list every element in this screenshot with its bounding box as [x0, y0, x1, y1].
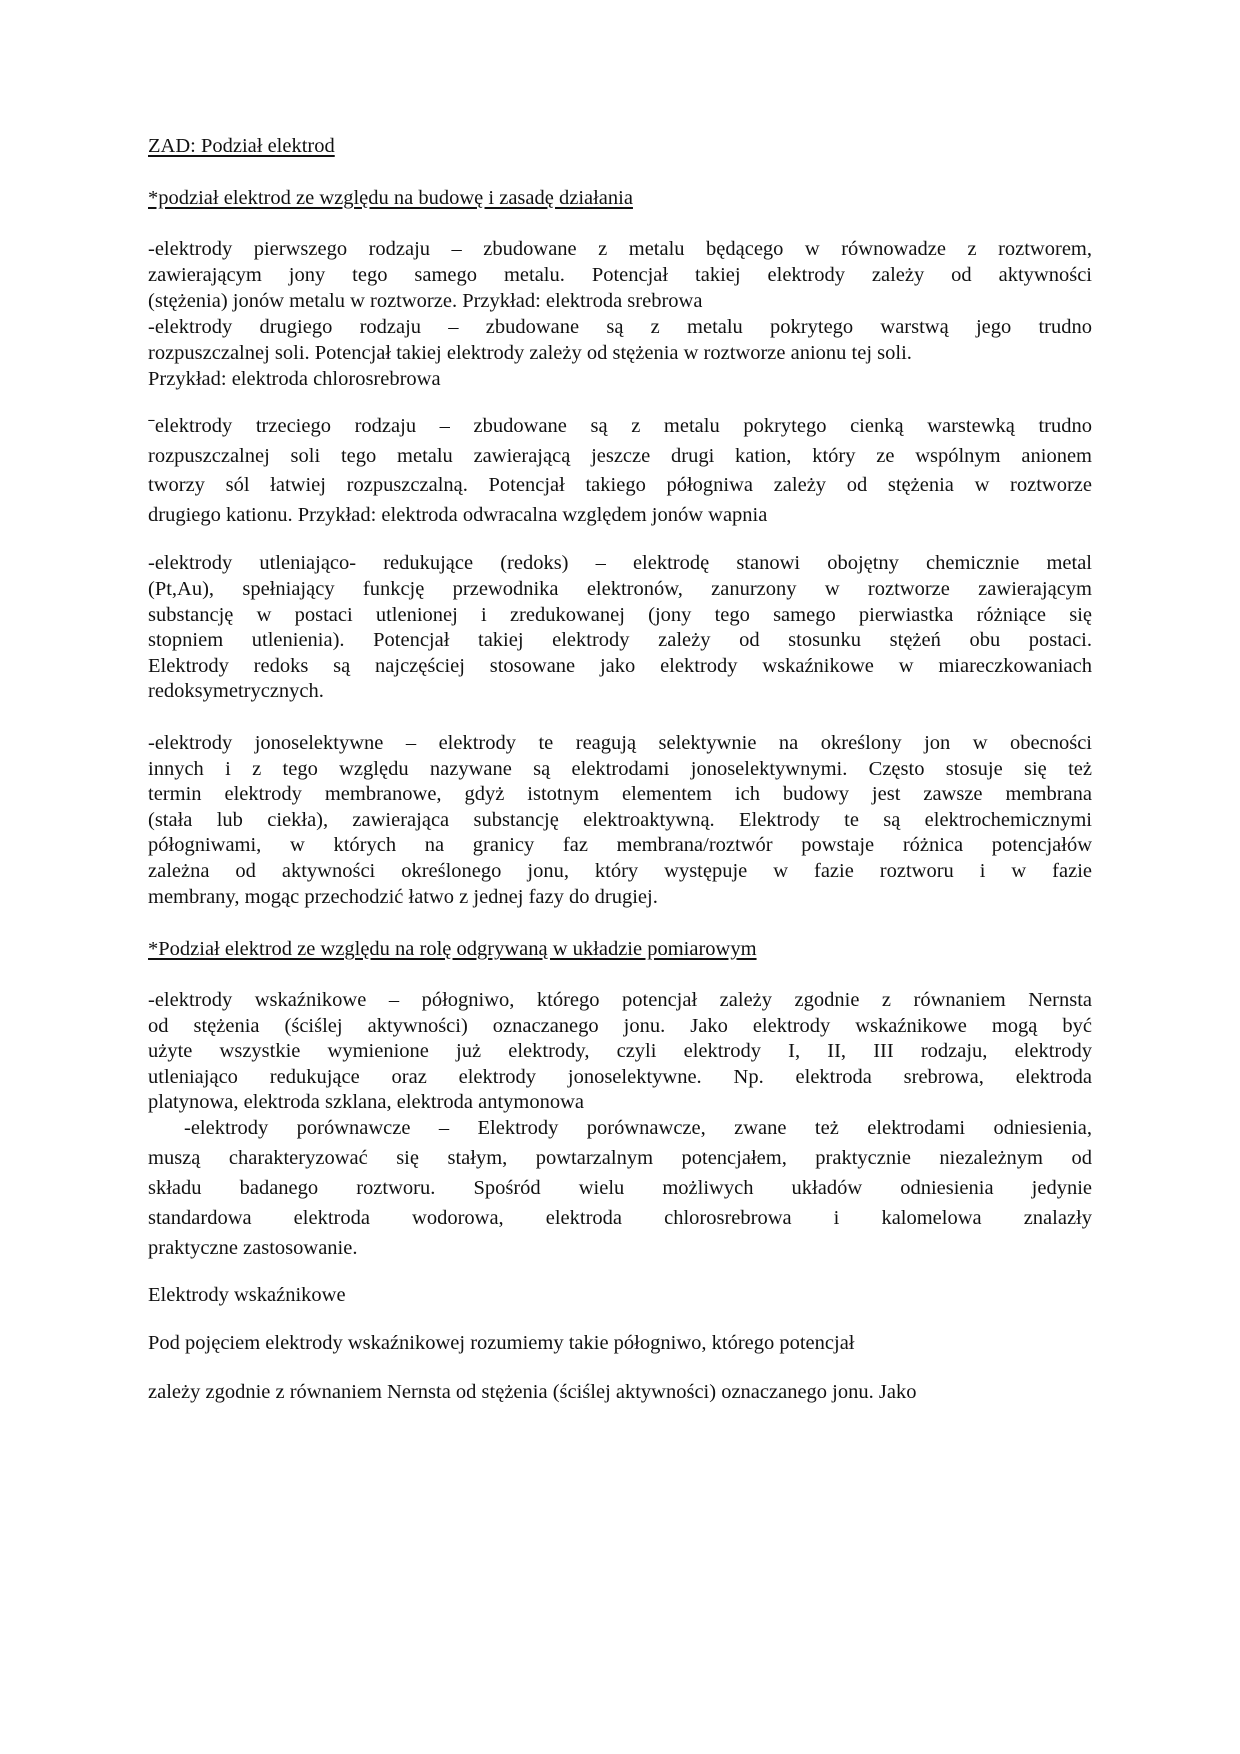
paragraph-line: Pod pojęciem elektrody wskaźnikowej rozumiemy takie półogniwo, którego potencjał: [148, 1332, 855, 1354]
paragraph-line: od stężenia (ściślej aktywności) oznaczanego jonu. Jako elektrody wskaźnikowe mogą być: [148, 1015, 1092, 1037]
paragraph-line: platynowa, elektroda szklana, elektroda antymonowa: [148, 1091, 585, 1113]
paragraph-line: zawierającym jony tego samego metalu. Potencjał takiej elektrody zależy od aktywności: [148, 264, 1092, 286]
paragraph-line: tworzy sól łatwiej rozpuszczalną. Potencjał takiego półogniwa zależy od stężenia w roztworze: [148, 474, 1092, 496]
paragraph-line: rozpuszczalnej soli tego metalu zawierającą jeszcze drugi kation, który ze wspólnym anionem: [148, 445, 1092, 467]
paragraph-line: -elektrody drugiego rodzaju – zbudowane są z metalu pokrytego warstwą jego trudno: [148, 316, 1092, 338]
paragraph-line: -elektrody pierwszego rodzaju – zbudowane z metalu będącego w równowadze z roztworem,: [148, 238, 1092, 260]
paragraph-line: utleniająco redukujące oraz elektrody jonoselektywne. Np. elektroda srebrowa, elektroda: [148, 1066, 1092, 1088]
paragraph-line: użyte wszystkie wymienione już elektrody, czyli elektrody I, II, III rodzaju, elektrody: [148, 1040, 1092, 1062]
paragraph-line: ˉelektrody trzeciego rodzaju – zbudowane są z metalu pokrytego cienką warstewką trudno: [148, 415, 1092, 437]
paragraph-line: -elektrody utleniająco- redukujące (redoks) – elektrodę stanowi obojętny chemicznie metal: [148, 552, 1092, 574]
section-heading-indicator: Elektrody wskaźnikowe: [148, 1284, 346, 1306]
paragraph-line: standardowa elektroda wodorowa, elektroda chlorosrebrowa i kalomelowa znalazły: [148, 1207, 1092, 1229]
paragraph-line: (stała lub ciekła), zawierająca substancję elektroaktywną. Elektrody te są elektrochemicznymi: [148, 809, 1092, 831]
paragraph-line: -elektrody wskaźnikowe – półogniwo, którego potencjał zależy zgodnie z równaniem Nernsta: [148, 989, 1092, 1011]
paragraph-line: -elektrody porównawcze – Elektrody porównawcze, zwane też elektrodami odniesienia,: [184, 1117, 1092, 1139]
paragraph-line: membrany, mogąc przechodzić łatwo z jednej fazy do drugiej.: [148, 886, 658, 908]
paragraph-line: redoksymetrycznych.: [148, 680, 324, 702]
paragraph-line: -elektrody jonoselektywne – elektrody te reagują selektywnie na określony jon w obecności: [148, 732, 1092, 754]
paragraph-line: stopniem utlenienia). Potencjał takiej elektrody zależy od stosunku stężeń obu postaci.: [148, 629, 1092, 651]
section-heading-construction: *podział elektrod ze względu na budowę i zasadę działania: [148, 187, 633, 209]
paragraph-line: zależy zgodnie z równaniem Nernsta od stężenia (ściślej aktywności) oznaczanego jonu. Jako: [148, 1381, 917, 1403]
paragraph-line: rozpuszczalnej soli. Potencjał takiej elektrody zależy od stężenia w roztworze anionu tej soli.: [148, 342, 912, 364]
paragraph-line: substancję w postaci utlenionej i zredukowanej (jony tego samego pierwiastka różniące się: [148, 604, 1092, 626]
paragraph-line: muszą charakteryzować się stałym, powtarzalnym potencjałem, praktycznie niezależnym od: [148, 1147, 1092, 1169]
paragraph-line: składu badanego roztworu. Spośród wielu możliwych układów odniesienia jedynie: [148, 1177, 1092, 1199]
document-title: ZAD: Podział elektrod: [148, 135, 335, 157]
paragraph-line: (Pt,Au), spełniający funkcję przewodnika elektronów, zanurzony w roztworze zawierającym: [148, 578, 1092, 600]
paragraph-line: termin elektrody membranowe, gdyż istotnym elementem ich budowy jest zawsze membrana: [148, 783, 1092, 805]
section-heading-role: *Podział elektrod ze względu na rolę odgrywaną w układzie pomiarowym: [148, 938, 757, 960]
paragraph-line: Przykład: elektroda chlorosrebrowa: [148, 368, 441, 390]
paragraph-line: (stężenia) jonów metalu w roztworze. Przykład: elektroda srebrowa: [148, 290, 703, 312]
paragraph-line: drugiego kationu. Przykład: elektroda odwracalna względem jonów wapnia: [148, 504, 768, 526]
paragraph-line: innych i z tego względu nazywane są elektrodami jonoselektywnymi. Często stosuje się też: [148, 758, 1092, 780]
paragraph-line: praktyczne zastosowanie.: [148, 1237, 358, 1259]
paragraph-line: zależna od aktywności określonego jonu, który występuje w fazie roztworu i w fazie: [148, 860, 1092, 882]
paragraph-line: półogniwami, w których na granicy faz membrana/roztwór powstaje różnica potencjałów: [148, 834, 1092, 856]
paragraph-line: Elektrody redoks są najczęściej stosowane jako elektrody wskaźnikowe w miareczkowaniach: [148, 655, 1092, 677]
